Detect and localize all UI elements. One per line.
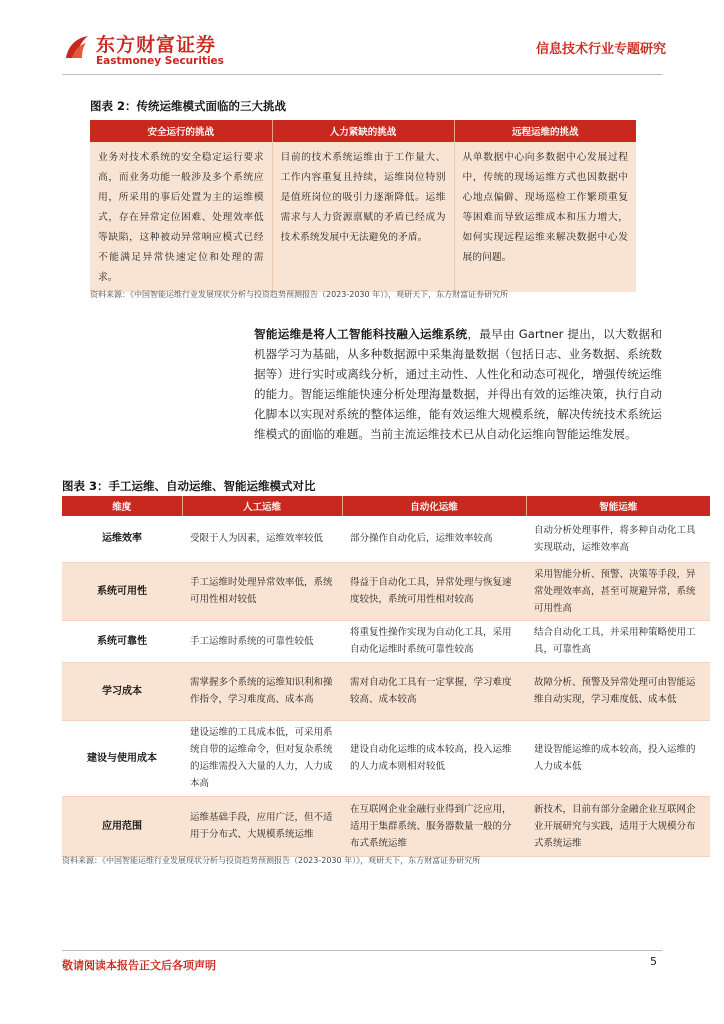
dimension-cell: 学习成本	[62, 662, 182, 720]
figure2-body-row	[90, 142, 636, 292]
automated-ops-cell: 需对自动化工具有一定掌握，学习难度较高、成本较高	[342, 662, 526, 720]
figure3-title: 图表 3：手工运维、自动运维、智能运维模式对比	[62, 479, 316, 493]
logo-name-cn: 东方财富证券	[96, 34, 217, 56]
report-type: 信息技术行业专题研究	[535, 42, 666, 57]
manual-ops-cell: 受限于人为因素，运维效率较低	[182, 516, 342, 562]
figure2-header-row	[90, 120, 636, 142]
dimension-cell: 运维效率	[62, 516, 182, 562]
automated-ops-cell: 得益于自动化工具，异常处理与恢复速度较快，系统可用性相对较高	[342, 562, 526, 620]
figure2-cell: 业务对技术系统的安全稳定运行要求高，而业务功能一般涉及多个系统应用，所采用的事后处置为主的运维模式，存在异常定位困难、处理效率低等缺陷，这种被动异常响应模式已经不能满足异常快速定位和处理的需求。	[90, 142, 272, 292]
automated-ops-cell: 将重复性操作实现为自动化工具，采用自动化运维时系统可靠性较高	[342, 620, 526, 662]
figure2-cell: 目前的技术系统运维由于工作量大、工作内容重复且持续，运维岗位特别是值班岗位的吸引力逐渐降低。运维需求与人力资源禀赋的矛盾已经成为技术系统发展中无法避免的矛盾。	[272, 142, 454, 292]
intelligent-ops-cell: 自动分析处理事件，将多种自动化工具实现联动，运维效率高	[526, 516, 710, 562]
figure2-header-cell: 人力紧缺的挑战	[272, 120, 454, 142]
page-number: 5	[650, 955, 657, 968]
footer-divider	[62, 950, 662, 951]
dimension-cell: 系统可用性	[62, 562, 182, 620]
table-row	[62, 662, 710, 720]
table-row	[62, 562, 710, 620]
logo-name-en: Eastmoney Securities	[96, 55, 224, 67]
intelligent-ops-cell: 新技术，目前有部分金融企业互联网企业开展研究与实践，适用于大规模分布式系统运维	[526, 796, 710, 856]
manual-ops-cell: 运维基础手段，应用广泛，但不适用于分布式、大规模系统运维	[182, 796, 342, 856]
figure2-header-cell: 远程运维的挑战	[454, 120, 636, 142]
table-row	[62, 720, 710, 796]
figure3-source: 资料来源：《中国智能运维行业发展现状分析与投资趋势预测报告（2023-2030 年）》，观研天下，东方财富证券研究所	[62, 856, 481, 865]
figure3-table	[62, 496, 710, 857]
intelligent-ops-cell: 采用智能分析、预警、决策等手段，异常处理效率高，甚至可规避异常，系统可用性高	[526, 562, 710, 620]
body-paragraph	[254, 324, 662, 444]
intelligent-ops-cell: 故障分析、预警及异常处理可由智能运维自动实现，学习难度低、成本低	[526, 662, 710, 720]
paragraph-body: ，最早由 Gartner 提出，以大数据和机器学习为基础，从多种数据源中采集海量数据（包括日志、业务数据、系统数据等）进行实时或离线分析，通过主动性、人性化和动态可视化，增强传统运维的能力。智能运维能快速分析处理海量数据，并得出有效的运维决策，执行自动化脚本以实现对系统的整体运维，能有效运维大规模系统，解决传统技术系统运维模式的面临的难题。当前主流运维技术已从自动化运维向智能运维发展。	[254, 327, 662, 441]
eastmoney-logo-icon	[62, 32, 92, 62]
disclaimer-notice: 敬请阅读本报告正文后各项声明	[62, 959, 216, 972]
manual-ops-cell: 建设运维的工具成本低，可采用系统自带的运维命令，但对复杂系统的运维需投入大量的人力，人力成本高	[182, 720, 342, 796]
table-row	[62, 516, 710, 562]
dimension-cell: 建设与使用成本	[62, 720, 182, 796]
figure3-header-cell: 维度	[62, 496, 182, 516]
figure3-header-row	[62, 496, 710, 516]
table-row	[62, 796, 710, 856]
figure2-cell: 从单数据中心向多数据中心发展过程中，传统的现场运维方式也因数据中心地点偏僻、现场巡检工作繁琐重复等困难而导致运维成本和压力增大，如何实现远程运维来解决数据中心发展的问题。	[454, 142, 636, 292]
figure2-header-cell: 安全运行的挑战	[90, 120, 272, 142]
manual-ops-cell: 手工运维时处理异常效率低，系统可用性相对较低	[182, 562, 342, 620]
automated-ops-cell: 建设自动化运维的成本较高，投入运维的人力成本则相对较低	[342, 720, 526, 796]
figure2-source: 资料来源：《中国智能运维行业发展现状分析与投资趋势预测报告（2023-2030 年）》，观研天下，东方财富证券研究所	[90, 290, 509, 299]
figure3-header-cell: 人工运维	[182, 496, 342, 516]
header-divider	[62, 74, 662, 75]
dimension-cell: 系统可靠性	[62, 620, 182, 662]
intelligent-ops-cell: 结合自动化工具，并采用种策略使用工具，可靠性高	[526, 620, 710, 662]
figure3-header-cell: 自动化运维	[342, 496, 526, 516]
figure2-title: 图表 2：传统运维模式面临的三大挑战	[90, 99, 287, 113]
manual-ops-cell: 手工运维时系统的可靠性较低	[182, 620, 342, 662]
figure2-table	[90, 120, 636, 292]
automated-ops-cell: 部分操作自动化后，运维效率较高	[342, 516, 526, 562]
automated-ops-cell: 在互联网企业金融行业得到广泛应用，适用于集群系统、服务器数量一般的分布式系统运维	[342, 796, 526, 856]
manual-ops-cell: 需掌握多个系统的运维知识利和操作指令，学习难度高、成本高	[182, 662, 342, 720]
dimension-cell: 应用范围	[62, 796, 182, 856]
figure3-header-cell: 智能运维	[526, 496, 710, 516]
paragraph-lead: 智能运维是将人工智能科技融入运维系统	[254, 327, 468, 341]
table-row	[62, 620, 710, 662]
intelligent-ops-cell: 建设智能运维的成本较高，投入运维的人力成本低	[526, 720, 710, 796]
